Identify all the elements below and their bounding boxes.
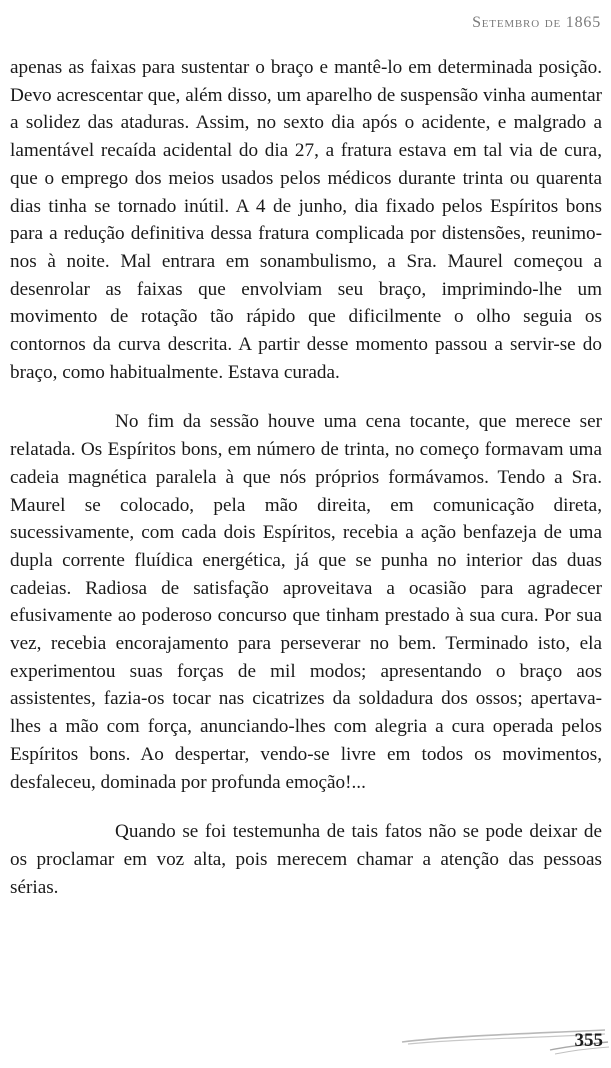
paragraph-2: No fim da sessão houve uma cena tocante, que merece ser relatada. Os Espíritos bons, em número de trinta, no começo formavam uma cadeia magnética paralela à que nós próprios formávamos. Tendo a Sra. Maurel se colocado, pela mão direita, em comunicação direta, sucessivamente, com cada dois Espíritos, recebia a ação benfazeja de uma dupla corrente fluídica energética, já que se punha no interior das duas cadeias. Radiosa de satisfação aproveitava a ocasião para agradecer efusivamente ao poderoso concurso que tinham prestado à sua cura. Por sua vez, recebia encorajamento para perseverar no bem. Terminado isto, ela experimentou suas forças de mil modos; apresentando o braço aos assistentes, fazia-os tocar nas cicatrizes da soldadura dos ossos; apertava-lhes a mão com força, anunciando-lhes com alegria a cura operada pelos Espíritos bons. Ao despertar, vendo-se livre em todos os movimentos, desfaleceu, dominada por profunda emoção!... bbox=[10, 411, 602, 793]
running-header: Setembro de 1865 bbox=[472, 14, 601, 31]
page-body bbox=[10, 54, 602, 901]
page-number: 355 bbox=[574, 1030, 603, 1051]
paragraph-3: Quando se foi testemunha de tais fatos não se pode deixar de os proclamar em voz alta, pois merecem chamar a atenção das pessoas sérias. bbox=[10, 821, 602, 898]
paragraph-1: apenas as faixas para sustentar o braço e mantê-lo em determinada posição. Devo acrescentar que, além disso, um aparelho de suspensão vinha aumentar a solidez das ataduras. Assim, no sexto dia após o acidente, e malgrado a lamentável recaída acidental do dia 27, a fratura estava em tal via de cura, que o emprego dos meios usados pelos médicos durante trinta ou quarenta dias tinha se tornado inútil. A 4 de junho, dia fixado pelos Espíritos bons para a redução definitiva dessa fratura complicada por distensões, reunimo-nos à noite. Mal entrara em sonambulismo, a Sra. Maurel começou a desenrolar as faixas que envolviam seu braço, imprimindo-lhe um movimento de rotação tão rápido que dificilmente o olho seguia os contornos da curva descrita. A partir desse momento passou a servir-se do braço, como habitualmente. Estava curada. bbox=[10, 57, 602, 383]
